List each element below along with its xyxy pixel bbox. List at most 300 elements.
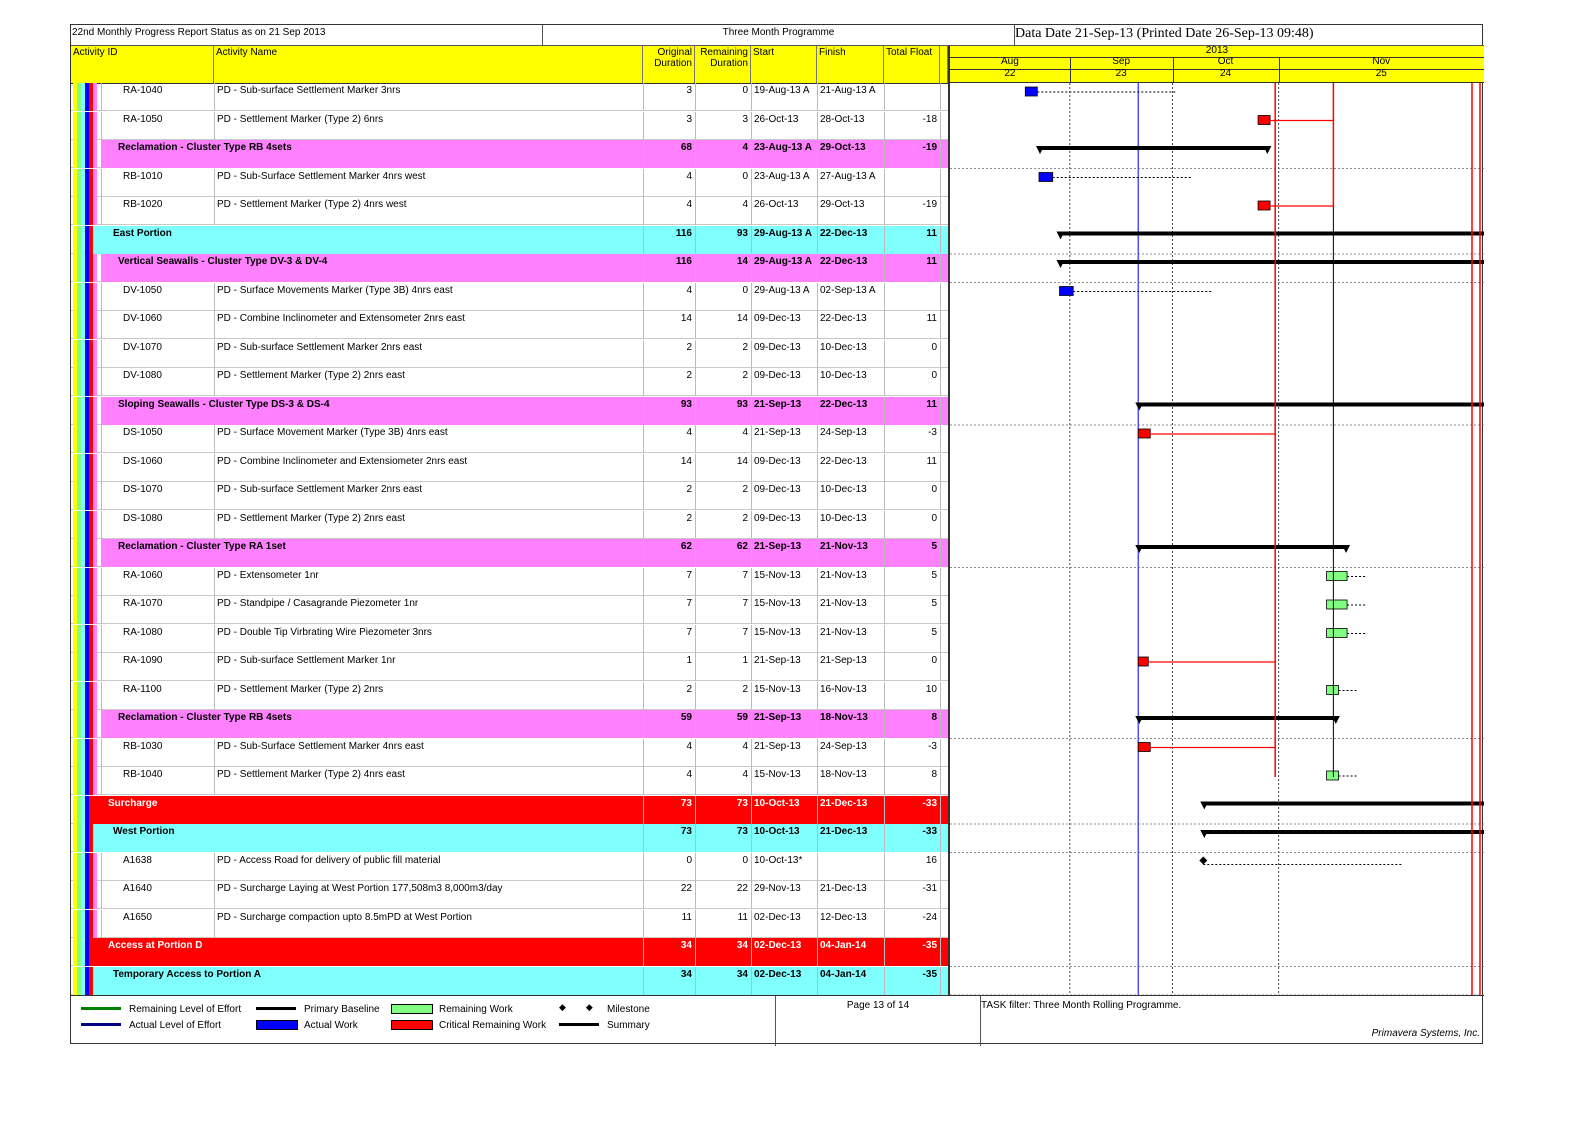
column-divider — [940, 140, 941, 168]
column-divider — [817, 853, 818, 881]
timescale-year: 2013 — [1205, 45, 1229, 56]
activity-row[interactable] — [71, 368, 948, 396]
start-date: 29-Aug-13 A — [754, 227, 812, 239]
column-divider — [884, 169, 885, 197]
column-divider — [751, 397, 752, 425]
group-name: Sloping Seawalls - Cluster Type DS-3 & DS-4 — [118, 398, 330, 410]
activity-name: PD - Settlement Marker (Type 2) 2nrs east — [217, 370, 405, 381]
activity-row[interactable] — [71, 340, 948, 368]
original-duration: 73 — [680, 826, 692, 837]
column-divider — [101, 283, 102, 311]
remaining-duration: 4 — [742, 427, 748, 438]
finish-date: 22-Dec-13 — [820, 455, 867, 467]
hierarchy-stripe — [93, 539, 97, 567]
column-divider — [101, 83, 102, 111]
column-divider — [940, 938, 941, 966]
group-row[interactable] — [71, 226, 948, 254]
column-divider — [817, 568, 818, 596]
original-duration: 4 — [686, 769, 692, 780]
column-divider — [643, 539, 644, 567]
total-float: 11 — [926, 227, 937, 239]
column-divider — [940, 824, 941, 852]
group-row[interactable] — [71, 539, 948, 567]
column-divider — [643, 710, 644, 738]
column-divider — [643, 368, 644, 396]
column-divider — [101, 112, 102, 140]
finish-date: 18-Nov-13 — [820, 712, 868, 723]
column-divider — [940, 881, 941, 909]
legend-label: Actual Work — [304, 1020, 358, 1031]
column-divider — [101, 482, 102, 510]
column-divider — [101, 454, 102, 482]
activity-row[interactable] — [71, 482, 948, 510]
total-float: 5 — [931, 541, 937, 552]
remaining-duration: 0 — [742, 284, 748, 296]
activity-name: PD - Combine Inclinometer and Extensiometer 2nrs east — [217, 455, 468, 467]
summary-bar — [1138, 716, 1337, 720]
activity-name: PD - Combine Inclinometer and Extensometer 2nrs east — [217, 313, 465, 324]
start-date: 15-Nov-13 — [754, 598, 801, 609]
column-divider — [940, 539, 941, 567]
total-float: -35 — [922, 968, 937, 980]
total-float: -19 — [922, 199, 937, 210]
start-date: 02-Dec-13 — [754, 940, 802, 951]
column-divider — [214, 112, 215, 140]
total-float: 5 — [931, 626, 937, 638]
start-date: 10-Oct-13* — [754, 854, 803, 866]
hierarchy-stripe — [93, 397, 97, 425]
col-remaining-duration-line2: Duration — [710, 58, 748, 69]
column-divider — [817, 710, 818, 738]
column-divider — [884, 881, 885, 909]
original-duration: 1 — [686, 655, 692, 666]
hierarchy-stripe — [93, 511, 97, 539]
column-divider — [643, 254, 644, 282]
column-divider — [884, 568, 885, 596]
start-date: 10-Oct-13 — [754, 797, 800, 809]
column-divider — [940, 226, 941, 254]
original-duration: 68 — [680, 142, 692, 153]
column-divider — [751, 368, 752, 396]
original-duration: 7 — [686, 626, 692, 638]
column-divider — [884, 853, 885, 881]
hierarchy-stripe — [93, 340, 97, 368]
column-divider — [751, 824, 752, 852]
column-divider — [643, 767, 644, 795]
total-float: -24 — [922, 911, 937, 923]
start-date: 09-Dec-13 — [754, 512, 801, 524]
column-divider — [817, 938, 818, 966]
activity-name: PD - Sub-surface Settlement Marker 2nrs east — [217, 341, 423, 353]
original-duration: 34 — [680, 968, 692, 980]
column-divider — [214, 425, 215, 453]
page-number: Page 13 of 14 — [775, 996, 981, 1046]
start-date: 09-Dec-13 — [754, 484, 801, 495]
column-divider — [884, 596, 885, 624]
remaining-duration: 7 — [742, 598, 748, 609]
col-start[interactable]: Start — [751, 46, 817, 83]
start-date: 15-Nov-13 — [754, 626, 801, 638]
activity-id: A1640 — [123, 883, 152, 894]
activity-row[interactable] — [71, 197, 948, 225]
activity-row[interactable] — [71, 853, 948, 881]
column-divider — [817, 169, 818, 197]
activity-name: PD - Access Road for delivery of public fill material — [217, 854, 441, 866]
column-divider — [884, 197, 885, 225]
column-divider — [884, 824, 885, 852]
remaining-work-bar — [1327, 629, 1348, 638]
activity-id: RB-1040 — [123, 769, 163, 780]
original-duration: 7 — [686, 598, 692, 609]
column-divider — [751, 454, 752, 482]
column-divider — [214, 454, 215, 482]
column-divider — [940, 767, 941, 795]
activity-row[interactable] — [71, 739, 948, 767]
column-divider — [817, 539, 818, 567]
column-divider — [643, 311, 644, 339]
start-date: 21-Sep-13 — [754, 427, 801, 438]
group-row[interactable] — [71, 796, 948, 824]
column-divider — [643, 824, 644, 852]
column-divider — [643, 226, 644, 254]
remaining-duration: 34 — [736, 968, 748, 980]
column-divider — [695, 682, 696, 710]
activity-id: DS-1080 — [123, 512, 163, 524]
start-date: 26-Oct-13 — [754, 199, 799, 210]
total-float: -35 — [922, 940, 937, 951]
activity-row[interactable] — [71, 511, 948, 539]
column-divider — [884, 425, 885, 453]
column-divider — [643, 938, 644, 966]
col-original-duration-line1: Original — [657, 47, 692, 58]
column-divider — [884, 938, 885, 966]
total-float: 8 — [931, 712, 937, 723]
activity-id: RA-1090 — [123, 655, 163, 666]
remaining-duration: 34 — [736, 940, 748, 951]
hierarchy-stripe — [93, 197, 97, 225]
column-divider — [695, 938, 696, 966]
column-divider — [695, 824, 696, 852]
group-row[interactable] — [71, 967, 948, 995]
group-row[interactable] — [71, 140, 948, 168]
original-duration: 11 — [681, 911, 692, 923]
finish-date: 21-Nov-13 — [820, 541, 868, 552]
activity-name: PD - Sub-surface Settlement Marker 3nrs — [217, 85, 401, 96]
activity-name: PD - Settlement Marker (Type 2) 4nrs east — [217, 769, 405, 780]
brand-label: Primavera Systems, Inc. — [1371, 1028, 1480, 1039]
column-divider — [751, 796, 752, 824]
column-divider — [643, 340, 644, 368]
milestone-marker — [1199, 857, 1207, 865]
column-divider — [940, 967, 941, 995]
column-divider — [751, 340, 752, 368]
col-activity-name[interactable]: Activity Name — [214, 46, 643, 83]
start-date: 21-Sep-13 — [754, 740, 801, 752]
timescale-week-24: 24 — [1219, 68, 1232, 79]
group-row[interactable] — [71, 397, 948, 425]
column-divider — [817, 254, 818, 282]
start-date: 15-Nov-13 — [754, 769, 801, 780]
col-remaining-duration[interactable] — [695, 46, 751, 83]
activity-row[interactable] — [71, 653, 948, 681]
column-divider — [940, 454, 941, 482]
remaining-duration: 14 — [736, 256, 748, 267]
hierarchy-stripe — [93, 283, 97, 311]
group-row[interactable] — [71, 824, 948, 852]
column-divider — [214, 682, 215, 710]
activity-name: PD - Extensometer 1nr — [217, 569, 319, 581]
group-row[interactable] — [71, 938, 948, 966]
column-divider — [695, 197, 696, 225]
activity-id: A1638 — [123, 854, 152, 866]
column-divider — [214, 311, 215, 339]
column-divider — [101, 910, 102, 938]
activity-id: RA-1060 — [123, 569, 163, 581]
activity-row[interactable] — [71, 454, 948, 482]
column-divider — [817, 767, 818, 795]
column-divider — [101, 340, 102, 368]
column-divider — [214, 625, 215, 653]
column-divider — [695, 767, 696, 795]
column-divider — [101, 682, 102, 710]
remaining-duration: 93 — [736, 398, 748, 410]
activity-id: DV-1070 — [123, 341, 162, 353]
remaining-duration: 11 — [737, 911, 748, 923]
legend-label: Remaining Work — [439, 1004, 513, 1015]
group-row[interactable] — [71, 710, 948, 738]
legend-label: Remaining Level of Effort — [129, 1004, 242, 1015]
original-duration: 116 — [675, 227, 692, 239]
finish-date: 02-Sep-13 A — [820, 284, 876, 296]
col-total-float[interactable]: Total Float — [884, 46, 940, 83]
column-divider — [751, 682, 752, 710]
column-divider — [214, 767, 215, 795]
column-divider — [751, 169, 752, 197]
column-divider — [101, 881, 102, 909]
col-finish[interactable]: Finish — [817, 46, 884, 83]
hierarchy-stripe — [93, 140, 97, 168]
original-duration: 2 — [686, 683, 692, 695]
column-divider — [695, 454, 696, 482]
legend-label: Actual Level of Effort — [129, 1020, 222, 1031]
activity-row[interactable] — [71, 767, 948, 795]
remaining-duration: 14 — [736, 313, 748, 324]
column-divider — [214, 881, 215, 909]
total-float: 11 — [926, 455, 937, 467]
activity-row[interactable] — [71, 169, 948, 197]
activity-id: DS-1070 — [123, 484, 163, 495]
activity-row[interactable] — [71, 682, 948, 710]
timescale-month-aug: Aug — [1001, 56, 1019, 67]
column-divider — [695, 482, 696, 510]
column-divider — [884, 653, 885, 681]
start-date: 21-Sep-13 — [754, 655, 801, 666]
actual-work-bar — [1060, 287, 1074, 296]
column-divider — [751, 739, 752, 767]
activity-id: RA-1070 — [123, 598, 163, 609]
hierarchy-stripe — [93, 169, 97, 197]
remaining-duration: 0 — [742, 85, 748, 96]
column-divider — [695, 425, 696, 453]
original-duration: 62 — [680, 541, 692, 552]
remaining-duration: 22 — [736, 883, 748, 894]
column-divider — [101, 368, 102, 396]
activity-name: PD - Surface Movements Marker (Type 3B) 4nrs east — [217, 284, 453, 296]
report-title: 22nd Monthly Progress Report Status as on 21 Sep 2013 — [71, 25, 543, 46]
column-divider — [695, 83, 696, 111]
remaining-duration: 73 — [736, 797, 748, 809]
column-divider — [884, 283, 885, 311]
column-divider — [817, 425, 818, 453]
column-divider — [817, 653, 818, 681]
activity-row[interactable] — [71, 881, 948, 909]
hierarchy-stripe — [93, 454, 97, 482]
column-divider — [101, 511, 102, 539]
remaining-duration: 7 — [742, 569, 748, 581]
original-duration: 2 — [686, 484, 692, 495]
group-name: West Portion — [113, 826, 175, 837]
column-divider — [751, 140, 752, 168]
timescale-divider — [1173, 57, 1174, 83]
activity-id: DV-1050 — [123, 284, 162, 296]
total-float: 0 — [931, 512, 937, 524]
hierarchy-stripe — [93, 653, 97, 681]
start-date: 29-Nov-13 — [754, 883, 801, 894]
original-duration: 14 — [680, 313, 692, 324]
column-divider — [940, 368, 941, 396]
original-duration: 4 — [686, 199, 692, 210]
start-date: 09-Dec-13 — [754, 341, 801, 353]
legend-swatch — [256, 1020, 298, 1030]
activity-name: PD - Settlement Marker (Type 2) 2nrs — [217, 683, 384, 695]
timescale-month-oct: Oct — [1217, 56, 1234, 67]
activity-row[interactable] — [71, 910, 948, 938]
column-divider — [214, 169, 215, 197]
legend-swatch — [391, 1020, 433, 1030]
column-divider — [643, 653, 644, 681]
finish-date: 21-Sep-13 — [820, 655, 867, 666]
column-divider — [643, 682, 644, 710]
total-float: -19 — [922, 142, 937, 153]
activity-id: RA-1080 — [123, 626, 163, 638]
column-divider — [101, 767, 102, 795]
activity-row[interactable] — [71, 625, 948, 653]
column-divider — [643, 397, 644, 425]
col-original-duration[interactable] — [643, 46, 695, 83]
activity-id: RA-1050 — [123, 113, 163, 125]
original-duration: 4 — [686, 740, 692, 752]
column-divider — [751, 653, 752, 681]
total-float: 11 — [926, 256, 937, 267]
column-divider — [817, 910, 818, 938]
timescale-week-23: 23 — [1115, 68, 1127, 79]
col-original-duration-line2: Duration — [654, 58, 692, 69]
column-divider — [695, 625, 696, 653]
column-divider — [940, 197, 941, 225]
activity-row[interactable] — [71, 112, 948, 140]
finish-date: 22-Dec-13 — [820, 313, 867, 324]
column-divider — [695, 283, 696, 311]
column-divider — [751, 254, 752, 282]
column-divider — [751, 596, 752, 624]
activity-row[interactable] — [71, 596, 948, 624]
finish-date: 22-Dec-13 — [820, 398, 868, 410]
hierarchy-stripe — [93, 254, 97, 282]
activity-row[interactable] — [71, 311, 948, 339]
column-divider — [643, 425, 644, 453]
column-divider — [643, 739, 644, 767]
remaining-duration: 4 — [742, 142, 748, 153]
column-divider — [940, 739, 941, 767]
column-divider — [940, 682, 941, 710]
original-duration: 7 — [686, 569, 692, 581]
column-divider — [695, 340, 696, 368]
column-divider — [884, 226, 885, 254]
original-duration: 4 — [686, 170, 692, 182]
column-divider — [817, 340, 818, 368]
activity-row[interactable] — [71, 568, 948, 596]
column-divider — [817, 482, 818, 510]
remaining-work-bar — [1327, 686, 1339, 695]
column-divider — [214, 83, 215, 111]
original-duration: 22 — [680, 883, 692, 894]
actual-work-bar — [1039, 173, 1053, 182]
total-float: -3 — [928, 427, 937, 438]
column-divider — [817, 625, 818, 653]
column-divider — [695, 967, 696, 995]
total-float — [884, 169, 940, 197]
remaining-duration: 14 — [736, 455, 748, 467]
activity-name: PD - Sub-Surface Settlement Marker 4nrs east — [217, 740, 424, 752]
remaining-duration: 2 — [742, 683, 748, 695]
group-name: Reclamation - Cluster Type RB 4sets — [118, 142, 292, 153]
column-divider — [101, 853, 102, 881]
total-float: -3 — [928, 740, 937, 752]
column-divider — [751, 311, 752, 339]
column-divider — [751, 511, 752, 539]
column-divider — [817, 83, 818, 111]
start-date: 23-Aug-13 A — [754, 170, 810, 182]
column-divider — [101, 653, 102, 681]
remaining-work-bar — [1327, 771, 1339, 780]
column-divider — [695, 368, 696, 396]
activity-row[interactable] — [71, 425, 948, 453]
column-divider — [817, 967, 818, 995]
finish-date: 22-Dec-13 — [820, 256, 868, 267]
hierarchy-stripe — [93, 910, 97, 938]
activity-name: PD - Surface Movement Marker (Type 3B) 4nrs east — [217, 427, 448, 438]
finish-date — [820, 853, 884, 881]
total-float: 5 — [931, 598, 937, 609]
column-divider — [214, 511, 215, 539]
column-divider — [214, 283, 215, 311]
group-row[interactable] — [71, 254, 948, 282]
legend-label: Milestone — [607, 1004, 650, 1015]
column-divider — [101, 311, 102, 339]
finish-date: 21-Dec-13 — [820, 797, 868, 809]
column-divider — [643, 83, 644, 111]
start-date: 19-Aug-13 A — [754, 85, 810, 96]
hierarchy-stripe — [93, 425, 97, 453]
hierarchy-stripe — [93, 625, 97, 653]
activity-id: RB-1010 — [123, 170, 163, 182]
summary-bar — [1060, 232, 1484, 236]
column-divider — [751, 539, 752, 567]
activity-row[interactable] — [71, 283, 948, 311]
legend-swatch — [81, 1007, 121, 1010]
activity-row[interactable] — [71, 83, 948, 111]
col-activity-id[interactable]: Activity ID — [71, 46, 214, 83]
